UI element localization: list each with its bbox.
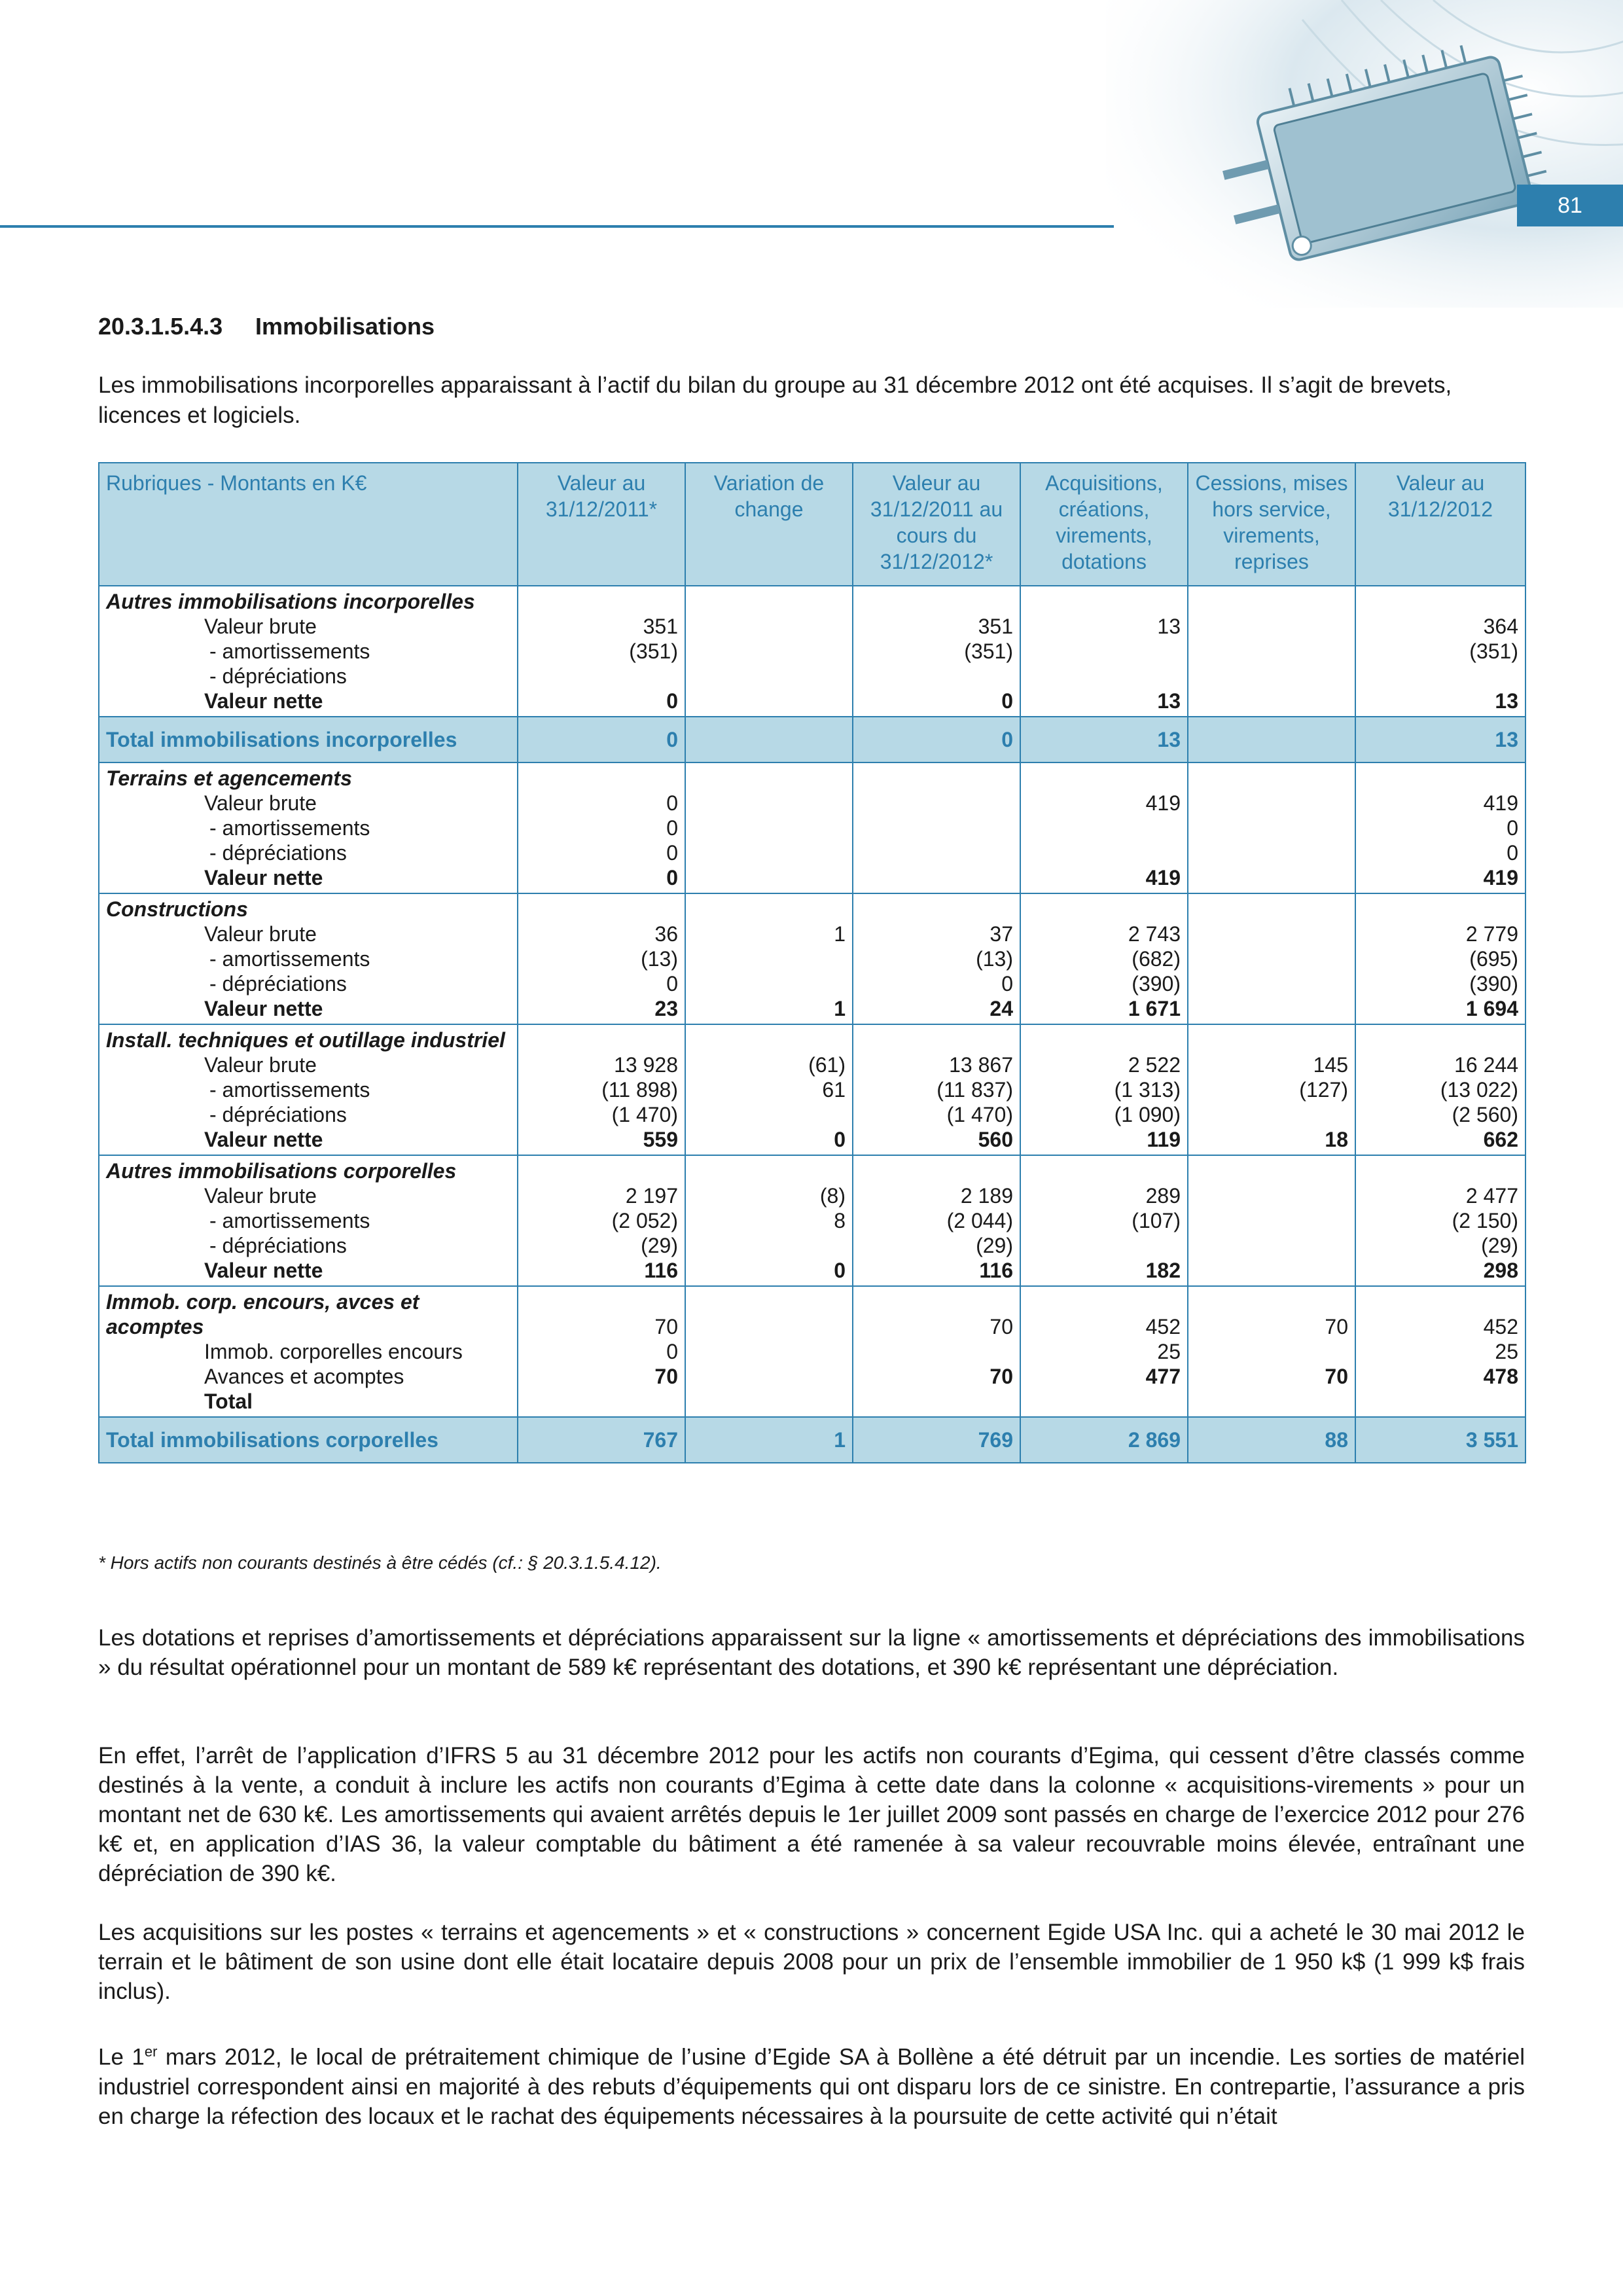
cell-value: [1195, 1258, 1348, 1283]
category-spacer: [1363, 1158, 1518, 1183]
cell-value: [1195, 664, 1348, 689]
cell-value: [860, 664, 1013, 689]
table-cell: [1188, 586, 1355, 717]
cell-value: 1 694: [1465, 997, 1518, 1020]
cell-value: 2 522: [1128, 1053, 1181, 1077]
cell-value: (682): [1132, 947, 1181, 971]
category-spacer: [692, 766, 846, 791]
cell-value: 145: [1313, 1053, 1348, 1077]
category-spacer: [1195, 897, 1348, 922]
table-cell: [1188, 762, 1355, 893]
cell-value: (11 898): [601, 1078, 678, 1102]
row-label: - amortissements: [209, 639, 370, 663]
row-label: Immob. corporelles encours: [204, 1340, 463, 1363]
cell-value: (13): [641, 947, 678, 971]
row-label: Valeur nette: [204, 866, 323, 889]
group-label-cell: [99, 586, 518, 717]
cell-value: 0: [666, 689, 678, 713]
superscript: er: [144, 2043, 158, 2060]
section-number: 20.3.1.5.4.3: [98, 313, 223, 340]
cell-value: (107): [1132, 1209, 1181, 1232]
cell-value: 289: [1145, 1184, 1181, 1208]
row-label: Valeur brute: [204, 922, 317, 946]
table-cell: [1355, 1286, 1525, 1417]
cell-value: 23: [654, 997, 678, 1020]
category-spacer: [692, 1028, 846, 1052]
category-spacer: [1363, 1289, 1518, 1314]
row-label: - dépréciations: [209, 841, 347, 865]
group-label-cell: [99, 1155, 518, 1286]
cell-value: [1195, 1183, 1348, 1208]
cell-value: [692, 689, 846, 713]
cell-value: 2 197: [625, 1184, 678, 1208]
column-header: Variation de change: [685, 463, 853, 586]
total-label: Total immobilisations incorporelles: [99, 717, 518, 762]
category-spacer: [1363, 589, 1518, 614]
row-label: - dépréciations: [209, 1103, 347, 1126]
table-cell: [518, 1024, 685, 1155]
table-cell: 1: [685, 1417, 853, 1463]
cell-value: 298: [1483, 1259, 1518, 1282]
cell-value: (1 470): [946, 1103, 1013, 1126]
table-group: [99, 1155, 1525, 1286]
cell-value: 18: [1325, 1128, 1348, 1151]
cell-value: (2 044): [946, 1209, 1013, 1232]
paragraph-ifrs5: En effet, l’arrêt de l’application d’IFRS 5 au 31 décembre 2012 pour les actifs non courants d’Egima, qui cessent d’être classés comme destinés à la vente, a conduit à inclure les actifs non courants d’Egima à cette date dans la colonne « acquisitions-virements » pour un montant net de 630 k€. Les amortissements qui avaient arrêtés depuis le 1er juillet 2009 sont passés en charge de l’exercice 2012 pour 276 k€ et, en application d’IAS 36, la valeur comptable du bâtiment a été ramenée à sa valeur recouvrable moins élevée, entraînant une dépréciation de 390 k€.: [98, 1743, 1525, 1886]
cell-value: [860, 865, 1013, 890]
cell-value: 452: [1483, 1315, 1518, 1338]
cell-value: 0: [666, 1340, 678, 1363]
category-spacer: [860, 1289, 1013, 1314]
cell-value: 2 743: [1128, 922, 1181, 946]
table-group: [99, 1024, 1525, 1155]
category-spacer: [860, 766, 1013, 791]
cell-value: 0: [666, 972, 678, 996]
cell-value: [1195, 865, 1348, 890]
cell-value: (1 313): [1114, 1078, 1181, 1102]
cell-value: 13: [1157, 689, 1181, 713]
cell-value: 1: [834, 922, 846, 946]
cell-value: (1 090): [1114, 1103, 1181, 1126]
row-label: Avances et acomptes: [204, 1365, 404, 1388]
cell-value: (351): [629, 639, 678, 663]
total-label: Total immobilisations corporelles: [99, 1417, 518, 1463]
table-cell: [853, 893, 1020, 1024]
table-cell: [1188, 1286, 1355, 1417]
cell-value: 8: [834, 1209, 846, 1232]
cell-value: 560: [978, 1128, 1013, 1151]
cell-value: 25: [1157, 1340, 1181, 1363]
paragraph-acquisitions: Les acquisitions sur les postes « terrains et agencements » et « constructions » concernent Egide USA Inc. qui a acheté le 30 mai 2012 le terrain et le bâtiment de son usine dont elle était locataire depuis 2008 pour un prix de l’ensemble immobilier de 1 950 k$ (1 999 k$ frais inclus).: [98, 1920, 1525, 2004]
table-cell: [518, 893, 685, 1024]
cell-value: (29): [976, 1234, 1013, 1257]
row-label: Valeur nette: [204, 1128, 323, 1151]
row-label: Valeur nette: [204, 1259, 323, 1282]
row-label: Valeur brute: [204, 1184, 317, 1208]
table-cell: [1188, 1024, 1355, 1155]
cell-value: 351: [978, 615, 1013, 638]
cell-value: 452: [1145, 1315, 1181, 1338]
category-spacer: [525, 1289, 678, 1314]
column-header: Valeur au 31/12/2011*: [518, 463, 685, 586]
cell-value: 116: [979, 1259, 1013, 1282]
cell-value: 182: [1145, 1259, 1181, 1282]
table-cell: [853, 1024, 1020, 1155]
row-label: - amortissements: [209, 1078, 370, 1102]
table-group-row: [99, 1155, 1525, 1286]
group-label-cell: [99, 893, 518, 1024]
category-spacer: [860, 1028, 1013, 1052]
cell-value: [1027, 1233, 1181, 1258]
table-cell: [1188, 893, 1355, 1024]
paragraph-dotations: Les dotations et reprises d’amortissements et dépréciations apparaissent sur la ligne « amortissements et dépréciations des immobilisations » du résultat opérationnel pour un montant de 589 k€ représentant des dotations, et 390 k€ représentant une dépréciation.: [98, 1625, 1525, 1680]
category-spacer: [1027, 766, 1181, 791]
cell-value: [1195, 1102, 1348, 1127]
cell-value: 13: [1495, 689, 1518, 713]
cell-value: 36: [654, 922, 678, 946]
cell-value: 2 779: [1465, 922, 1518, 946]
cell-value: (127): [1299, 1078, 1348, 1102]
column-header: Valeur au 31/12/2011 au cours du 31/12/2012*: [853, 463, 1020, 586]
cell-value: (1 470): [611, 1103, 678, 1126]
category-spacer: [692, 1158, 846, 1183]
section-heading: [98, 313, 435, 340]
table-cell: [685, 762, 853, 893]
cell-value: 61: [822, 1078, 846, 1102]
cell-value: [692, 1102, 846, 1127]
cell-value: (29): [641, 1234, 678, 1257]
cell-value: 477: [1145, 1365, 1181, 1388]
table-cell: [518, 1286, 685, 1417]
table-group: [99, 1286, 1525, 1417]
cell-value: [1027, 664, 1181, 689]
cell-value: [1027, 840, 1181, 865]
cell-value: (351): [964, 639, 1013, 663]
row-label: Valeur nette: [204, 689, 323, 713]
category-spacer: [1027, 1289, 1181, 1314]
cell-value: (29): [1481, 1234, 1518, 1257]
row-label: - amortissements: [209, 816, 370, 840]
cell-value: [692, 1314, 846, 1339]
table-cell: 2 869: [1020, 1417, 1188, 1463]
table-cell: [1020, 1024, 1188, 1155]
row-label: - dépréciations: [209, 972, 347, 996]
group-label-cell: [99, 762, 518, 893]
table-cell: [685, 893, 853, 1024]
cell-value: 37: [990, 922, 1013, 946]
table-cell: [1355, 893, 1525, 1024]
category-spacer: [1195, 1289, 1348, 1314]
category-spacer: [860, 1158, 1013, 1183]
category-spacer: [1195, 589, 1348, 614]
column-header: Rubriques - Montants en K€: [99, 463, 518, 586]
category-spacer: [525, 897, 678, 922]
cell-value: 2 477: [1465, 1184, 1518, 1208]
cell-value: [692, 840, 846, 865]
cell-value: 364: [1483, 615, 1518, 638]
cell-value: 0: [666, 841, 678, 865]
cell-value: (2 052): [611, 1209, 678, 1232]
table-cell: [1020, 762, 1188, 893]
cell-value: (11 837): [936, 1078, 1013, 1102]
cell-value: 70: [654, 1315, 678, 1338]
cell-value: 0: [834, 1128, 846, 1151]
table-cell: [1020, 586, 1188, 717]
table-group: [99, 893, 1525, 1024]
cell-value: 419: [1483, 791, 1518, 815]
cell-value: (8): [819, 1184, 846, 1208]
table-cell: [685, 1024, 853, 1155]
category-label: Autres immobilisations corporelles: [106, 1159, 457, 1183]
cell-value: [1195, 791, 1348, 816]
cell-value: [692, 865, 846, 890]
table-cell: [853, 762, 1020, 893]
column-header: Valeur au 31/12/2012: [1355, 463, 1525, 586]
category-spacer: [1195, 766, 1348, 791]
cell-value: [1195, 639, 1348, 664]
table-header-row: [99, 463, 1525, 586]
row-label: Valeur brute: [204, 1053, 317, 1077]
table-group-row: [99, 1024, 1525, 1155]
category-spacer: [525, 1158, 678, 1183]
category-spacer: [692, 589, 846, 614]
category-spacer: [1027, 589, 1181, 614]
table-cell: [853, 1155, 1020, 1286]
category-spacer: [1027, 897, 1181, 922]
category-spacer: [525, 589, 678, 614]
table-cell: [853, 586, 1020, 717]
cell-value: 1: [834, 997, 846, 1020]
table-cell: 13: [1020, 717, 1188, 762]
cell-value: 25: [1495, 1340, 1518, 1363]
cell-value: 16 244: [1454, 1053, 1518, 1077]
cell-value: [692, 614, 846, 639]
table-group-row: [99, 893, 1525, 1024]
section-title: Immobilisations: [255, 313, 435, 340]
cell-value: [1195, 689, 1348, 713]
header-rule: [0, 225, 1114, 228]
cell-value: [1195, 922, 1348, 946]
column-header: Cessions, mises hors service, virements, reprises: [1188, 463, 1355, 586]
category-label: Immob. corp. encours, avces et acomptes: [106, 1290, 419, 1338]
cell-value: 1 671: [1128, 997, 1181, 1020]
table-cell: 13: [1355, 717, 1525, 762]
category-spacer: [860, 589, 1013, 614]
row-label: - amortissements: [209, 1209, 370, 1232]
row-label: Valeur brute: [204, 791, 317, 815]
table-cell: [1355, 586, 1525, 717]
cell-value: 70: [1325, 1365, 1348, 1388]
cell-value: (695): [1469, 947, 1518, 971]
cell-value: 0: [666, 791, 678, 815]
table-group: [99, 586, 1525, 717]
cell-value: [1195, 614, 1348, 639]
cell-value: [860, 816, 1013, 840]
group-label-cell: [99, 1024, 518, 1155]
table-footnote: * Hors actifs non courants destinés à être cédés (cf.: § 20.3.1.5.4.12).: [98, 1552, 662, 1573]
category-spacer: [1363, 897, 1518, 922]
cell-value: (13 022): [1440, 1078, 1518, 1102]
cell-value: [1195, 996, 1348, 1021]
category-spacer: [1027, 1158, 1181, 1183]
intro-paragraph: Les immobilisations incorporelles apparaissant à l’actif du bilan du groupe au 31 décembre 2012 ont été acquises. Il s’agit de brevets, licences et logiciels.: [98, 372, 1452, 428]
category-spacer: [525, 1028, 678, 1052]
cell-value: 0: [1001, 972, 1013, 996]
cell-value: 662: [1483, 1128, 1518, 1151]
table-cell: [1188, 1155, 1355, 1286]
cell-value: (390): [1469, 972, 1518, 996]
cell-value: 116: [644, 1259, 678, 1282]
table-cell: [518, 1155, 685, 1286]
category-spacer: [525, 766, 678, 791]
cell-value: 119: [1147, 1128, 1181, 1151]
category-spacer: [1363, 1028, 1518, 1052]
cell-value: [692, 664, 846, 689]
cell-value: [1195, 946, 1348, 971]
cell-value: [1195, 1339, 1348, 1364]
category-spacer: [1195, 1158, 1348, 1183]
category-spacer: [860, 897, 1013, 922]
category-label: Autres immobilisations incorporelles: [106, 590, 475, 613]
row-label: Valeur brute: [204, 615, 317, 638]
cell-value: [525, 664, 678, 689]
table-cell: 0: [518, 717, 685, 762]
table-cell: 88: [1188, 1417, 1355, 1463]
table-cell: [518, 762, 685, 893]
table-cell: 0: [853, 717, 1020, 762]
table-cell: [1020, 893, 1188, 1024]
cell-value: 0: [1507, 841, 1518, 865]
cell-value: 13 867: [949, 1053, 1013, 1077]
cell-value: 0: [666, 866, 678, 889]
cell-value: 70: [990, 1315, 1013, 1338]
cell-value: [1027, 639, 1181, 664]
table-cell: [853, 1286, 1020, 1417]
table-cell: [685, 1286, 853, 1417]
cell-value: 419: [1145, 866, 1181, 889]
table-cell: [518, 586, 685, 717]
cell-value: 13: [1157, 615, 1181, 638]
cell-value: [692, 791, 846, 816]
cell-value: [860, 791, 1013, 816]
cell-value: [1195, 971, 1348, 996]
cell-value: [1195, 840, 1348, 865]
table-group: [99, 762, 1525, 893]
cell-value: [692, 816, 846, 840]
cell-value: (61): [808, 1053, 846, 1077]
table-total-row: [99, 1417, 1525, 1463]
cell-value: 70: [1325, 1315, 1348, 1338]
table-group-row: [99, 586, 1525, 717]
row-label: - amortissements: [209, 947, 370, 971]
cell-value: [692, 639, 846, 664]
cell-value: 0: [1001, 689, 1013, 713]
cell-value: [692, 1364, 846, 1389]
table-group-row: [99, 762, 1525, 893]
cell-value: 0: [666, 816, 678, 840]
table-cell: [685, 717, 853, 762]
cell-value: [860, 1339, 1013, 1364]
cell-value: (2 560): [1452, 1103, 1518, 1126]
cell-value: [1363, 664, 1518, 689]
table-cell: 767: [518, 1417, 685, 1463]
cell-value: (2 150): [1452, 1209, 1518, 1232]
table-cell: [685, 586, 853, 717]
header-illustration: [1106, 0, 1623, 308]
cell-value: 478: [1483, 1365, 1518, 1388]
category-spacer: [692, 1289, 846, 1314]
page-number: 81: [1517, 185, 1623, 226]
table-cell: [1355, 1155, 1525, 1286]
paragraph-incendie: [98, 2037, 1525, 2131]
paragraph-text: mars 2012, le local de prétraitement chimique de l’usine d’Egide SA à Bollène a été détruit par un incendie. Les sorties de matériel industriel correspondent ainsi en majorité à des rebuts d’équipements qui ont disparu lors de ce sinistre. En contrepartie, l’assurance a pris en charge la réfection des locaux et le rachat des équipements nécessaires à la poursuite de cette activité qui n’était: [98, 2044, 1525, 2129]
cell-value: 351: [643, 615, 678, 638]
column-header: Acquisitions, créations, virements, dotations: [1020, 463, 1188, 586]
cell-value: 0: [1507, 816, 1518, 840]
cell-value: [860, 840, 1013, 865]
cell-value: 13 928: [614, 1053, 678, 1077]
row-label: Valeur nette: [204, 997, 323, 1020]
cell-value: [1195, 1208, 1348, 1233]
cell-value: 0: [834, 1259, 846, 1282]
cell-value: [1027, 816, 1181, 840]
category-spacer: [692, 897, 846, 922]
table-cell: [1020, 1155, 1188, 1286]
cell-value: (351): [1469, 639, 1518, 663]
category-spacer: [1027, 1028, 1181, 1052]
table-cell: [685, 1155, 853, 1286]
table-total-section: [99, 717, 1525, 762]
table-cell: [1188, 717, 1355, 762]
cell-value: 419: [1145, 791, 1181, 815]
category-spacer: [1195, 1028, 1348, 1052]
table-total-section: [99, 1417, 1525, 1463]
row-label: - dépréciations: [209, 1234, 347, 1257]
cell-value: [1195, 816, 1348, 840]
cell-value: (390): [1132, 972, 1181, 996]
paragraph-text: Le 1: [98, 2044, 145, 2070]
cell-value: 2 189: [960, 1184, 1013, 1208]
cell-value: [692, 1339, 846, 1364]
row-label: Total: [204, 1390, 253, 1413]
table-group-row: [99, 1286, 1525, 1417]
cell-value: [692, 946, 846, 971]
cell-value: [692, 971, 846, 996]
category-label: Install. techniques et outillage industriel: [106, 1028, 505, 1052]
cell-value: [692, 1233, 846, 1258]
cell-value: [1195, 1233, 1348, 1258]
row-label: - dépréciations: [209, 664, 347, 688]
cell-value: 419: [1483, 866, 1518, 889]
group-label-cell: [99, 1286, 518, 1417]
category-label: Constructions: [106, 897, 248, 921]
table-cell: [1355, 762, 1525, 893]
category-spacer: [1363, 766, 1518, 791]
table-total-row: [99, 717, 1525, 762]
cell-value: 70: [654, 1365, 678, 1388]
cell-value: 24: [990, 997, 1013, 1020]
cell-value: (13): [976, 947, 1013, 971]
table-cell: [1355, 1024, 1525, 1155]
table-cell: [1020, 1286, 1188, 1417]
cell-value: 70: [990, 1365, 1013, 1388]
table-cell: 769: [853, 1417, 1020, 1463]
cell-value: 559: [643, 1128, 678, 1151]
category-label: Terrains et agencements: [106, 766, 352, 790]
immobilisations-table: [98, 462, 1526, 1463]
table-cell: 3 551: [1355, 1417, 1525, 1463]
